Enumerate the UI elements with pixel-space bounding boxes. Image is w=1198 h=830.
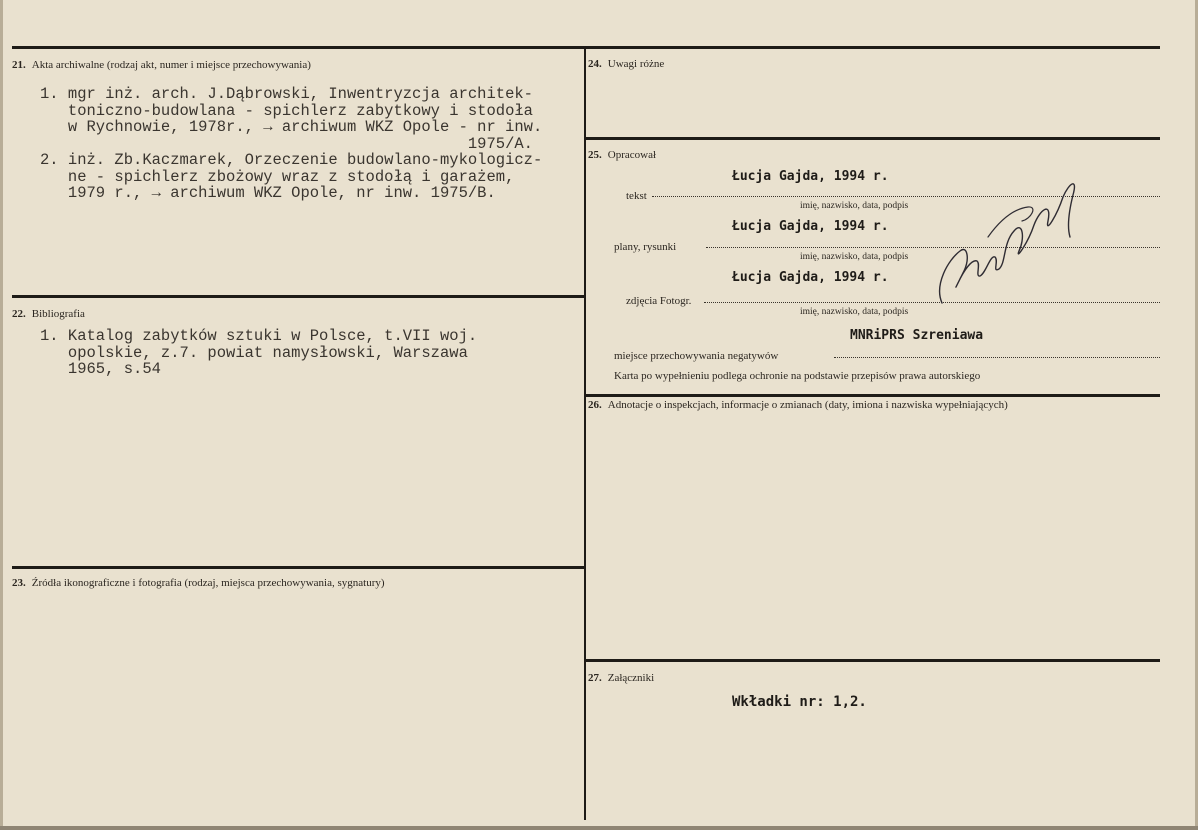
center-divider <box>584 47 586 820</box>
rule-25 <box>586 137 1160 140</box>
list-line: 1. Katalog zabytków sztuki w Polsce, t.VII woj. <box>40 327 478 345</box>
author-plans-value: Łucja Gajda, 1994 r. <box>732 219 889 234</box>
section-number: 26. <box>588 399 602 411</box>
negatives-value: MNRiPRS Szreniawa <box>850 328 984 343</box>
author-text-value: Łucja Gajda, 1994 r. <box>732 169 889 184</box>
section-25-header <box>588 149 656 161</box>
list-line: 2. inż. Zb.Kaczmarek, Orzeczenie budowlano-mykologicz- <box>40 151 543 169</box>
section-number: 22. <box>12 308 26 320</box>
rule-23 <box>12 566 584 569</box>
section-number: 21. <box>12 59 26 71</box>
section-21-header <box>12 59 311 71</box>
section-27-label: Załączniki <box>607 672 655 684</box>
rule-26 <box>586 394 1160 397</box>
section-26-header <box>588 399 1008 411</box>
copyright-note: Karta po wypełnieniu podlega ochronie na podstawie przepisów prawa autorskiego <box>614 370 981 382</box>
section-26-label: Adnotacje o inspekcjach, informacje o zmianach (daty, imiona i nazwiska wypełniających) <box>607 399 1008 411</box>
section-23-header <box>12 577 385 589</box>
negatives-label: miejsce przechowywania negatywów <box>614 350 779 362</box>
section-22-list <box>40 328 477 378</box>
plans-label: plany, rysunki <box>614 241 677 253</box>
handwritten-signature <box>920 165 1080 310</box>
dotted-line <box>652 196 1160 197</box>
section-24-label: Uwagi różne <box>607 58 665 70</box>
text-label: tekst <box>626 190 647 202</box>
list-line: 1975/A. <box>40 134 533 153</box>
card-bottom-edge <box>0 826 1198 830</box>
list-line: 1. mgr inż. arch. J.Dąbrowski, Inwentryzcja architek- <box>40 85 533 103</box>
list-line: 1979 r., → archiwum WKZ Opole, nr inw. 1975/B. <box>40 184 496 202</box>
rule-27 <box>586 659 1160 662</box>
section-21-list <box>40 86 542 202</box>
list-line: opolskie, z.7. powiat namysłowski, Warszawa <box>40 343 468 362</box>
dotted-line <box>834 357 1160 358</box>
list-line: toniczno-budowlana - spichlerz zabytkowy i stodoła <box>40 101 533 120</box>
section-number: 24. <box>588 58 602 70</box>
top-rule <box>12 46 1160 49</box>
section-number: 27. <box>588 672 602 684</box>
section-22-label: Bibliografia <box>31 308 85 320</box>
section-25-label: Opracował <box>607 149 657 161</box>
card-left-edge <box>0 0 3 830</box>
section-21-label: Akta archiwalne (rodzaj akt, numer i miejsce przechowywania) <box>31 59 311 71</box>
list-line: w Rychnowie, 1978r., → archiwum WKZ Opole - nr inw. <box>40 118 543 136</box>
field-caption: imię, nazwisko, data, podpis <box>800 201 909 211</box>
photos-label: zdjęcia Fotogr. <box>626 295 692 307</box>
section-22-header <box>12 308 85 320</box>
section-number: 23. <box>12 577 26 589</box>
author-photos-value: Łucja Gajda, 1994 r. <box>732 270 889 285</box>
list-line: 1965, s.54 <box>40 360 161 378</box>
list-line: ne - spichlerz zbożowy wraz z stodołą i garażem, <box>40 167 515 186</box>
field-caption: imię, nazwisko, data, podpis <box>800 252 909 262</box>
section-number: 25. <box>588 149 602 161</box>
section-24-header <box>588 58 664 70</box>
attachments-value: Wkładki nr: 1,2. <box>732 694 867 710</box>
field-caption: imię, nazwisko, data, podpis <box>800 307 909 317</box>
rule-22 <box>12 295 584 298</box>
section-27-header <box>588 672 654 684</box>
section-23-label: Źródła ikonograficzne i fotografia (rodzaj, miejsca przechowywania, sygnatury) <box>31 577 385 589</box>
